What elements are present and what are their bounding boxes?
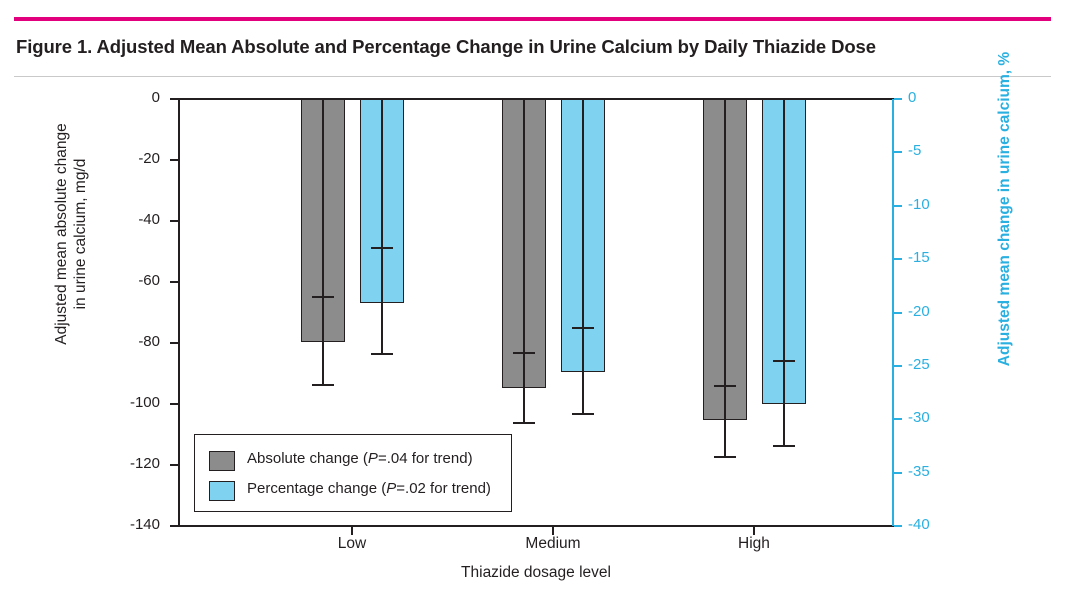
errorbar-cap-percent-low-upper [371,247,393,249]
legend-label-absolute-italic: P [367,450,378,467]
legend-label-absolute-pre: Absolute change ( [247,450,368,467]
ytick-label-right-7: -35 [908,463,930,480]
ytick-label-left-5: -100 [129,394,160,411]
errorbar-cap-percent-high-lower [773,445,795,447]
title-divider [14,76,1051,77]
legend-swatch-absolute [209,451,235,471]
ytick-label-left-2: -40 [138,211,160,228]
errorbar-cap-absolute-high-lower [714,456,736,458]
errorbar-absolute-medium [523,99,525,424]
ytick-label-left-3: -60 [138,272,160,289]
ytick-label-right-6: -30 [908,409,930,426]
errorbar-cap-absolute-low-lower [312,384,334,386]
ytick-label-left-0: 0 [151,89,160,106]
errorbar-percent-high [783,99,785,447]
errorbar-cap-percent-medium-upper [572,327,594,329]
accent-rule [14,17,1051,21]
errorbar-cap-percent-medium-lower [572,413,594,415]
figure-title: Figure 1. Adjusted Mean Absolute and Percentage Change in Urine Calcium by Daily Thiazide Dose [16,36,876,57]
errorbar-percent-medium [582,99,584,415]
legend-label-absolute-post: =.04 for trend) [377,450,473,467]
legend-label-percent-pre: Percentage change ( [247,480,387,497]
ytick-label-right-4: -20 [908,303,930,320]
xtick-low [351,527,353,535]
ytick-label-right-3: -15 [908,249,930,266]
legend-label-percent [247,480,491,497]
xtick-label-low: Low [337,535,367,552]
errorbar-cap-percent-high-upper [773,360,795,362]
errorbar-absolute-high [724,99,726,458]
xtick-high [753,527,755,535]
errorbar-percent-low [381,99,383,355]
ytick-label-right-0: 0 [908,89,917,106]
y-axis-title-right: Adjusted mean change in urine calcium, % [996,51,1013,367]
ytick-label-right-8: -40 [908,516,930,533]
errorbar-cap-absolute-low-upper [312,296,334,298]
ytick-label-left-4: -80 [138,333,160,350]
ytick-label-left-7: -140 [129,516,160,533]
legend-label-percent-italic: P [386,480,397,497]
ytick-label-left-6: -120 [129,455,160,472]
errorbar-absolute-low [322,99,324,386]
errorbar-cap-absolute-high-upper [714,385,736,387]
legend-label-absolute [247,450,473,467]
ytick-label-right-2: -10 [908,196,930,213]
ytick-label-right-1: -5 [908,142,922,159]
legend-label-percent-post: =.02 for trend) [396,480,491,497]
errorbar-cap-absolute-medium-upper [513,352,535,354]
errorbar-cap-absolute-medium-lower [513,422,535,424]
ytick-label-right-5: -25 [908,356,930,373]
xtick-label-high: High [738,535,770,552]
legend-swatch-percent [209,481,235,501]
ytick-label-left-1: -20 [138,150,160,167]
y-axis-title-left: Adjusted mean absolute change in urine calcium, mg/d [53,123,89,345]
x-axis-title: Thiazide dosage level [461,564,611,581]
xtick-label-medium: Medium [525,535,581,552]
chart-legend [194,434,512,512]
xtick-medium [552,527,554,535]
errorbar-cap-percent-low-lower [371,353,393,355]
